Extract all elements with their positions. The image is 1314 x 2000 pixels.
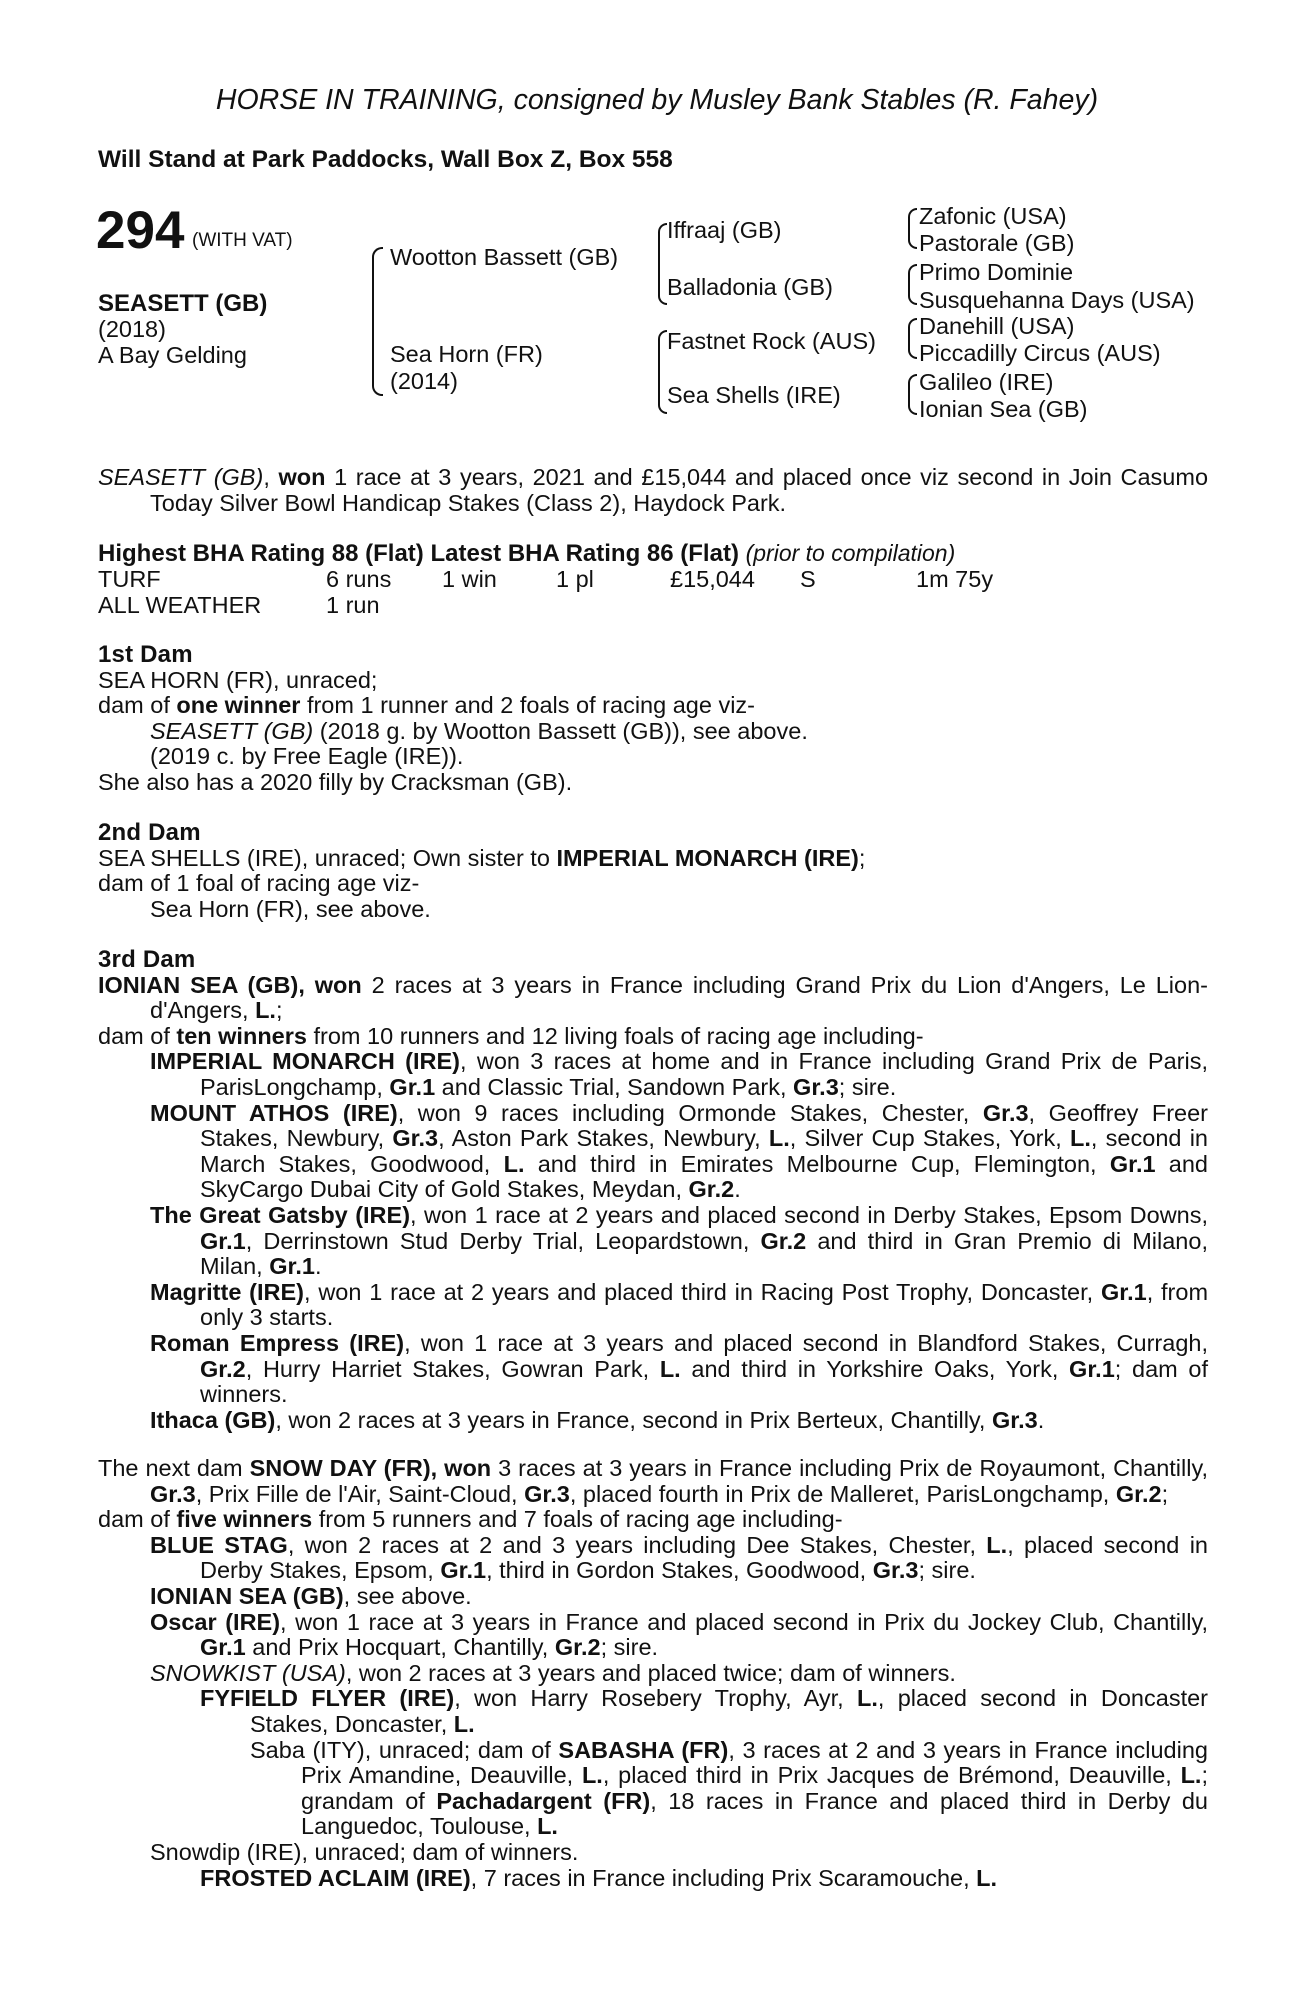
pedigree-brace-main	[372, 247, 383, 396]
second-dam-foal1: Sea Horn (FR), see above.	[150, 895, 431, 922]
pedigree-dam-dam: Sea Shells (IRE)	[667, 382, 841, 408]
second-dam-heading: 2nd Dam	[98, 819, 201, 846]
horse-name: SEASETT (GB)	[98, 290, 268, 317]
pedigree-dam: Sea Horn (FR)	[390, 341, 543, 367]
pedigree-brace-g4	[908, 374, 917, 415]
turf-label: TURF	[98, 566, 161, 592]
first-dam-heading: 1st Dam	[98, 641, 193, 668]
magritte-record: Magritte (IRE), won 1 race at 2 years and placed third in Racing Post Trophy, Doncaster, Gr.1, from only 3 starts.	[150, 1278, 1209, 1331]
pedigree-brace-sire	[658, 223, 667, 305]
third-dam-section	[98, 947, 1208, 1433]
pedigree-dam-year: (2014)	[390, 368, 458, 394]
pedigree-sire: Wootton Bassett (GB)	[390, 244, 619, 270]
horse-description: A Bay Gelding	[98, 342, 247, 368]
summary-section	[98, 465, 1208, 516]
oscar-record: Oscar (IRE), won 1 race at 3 years in France and placed second in Prix du Jockey Club, Chantilly, Gr.1 and Prix Hocquart, Chantilly, Gr.2; sire.	[150, 1608, 1208, 1661]
turf-placed: 1 pl	[556, 566, 594, 592]
third-dam-heading: 3rd Dam	[98, 946, 196, 973]
first-dam-foal2: (2019 c. by Free Eagle (IRE)).	[150, 743, 464, 770]
first-dam-line1: SEA HORN (FR), unraced;	[98, 666, 378, 693]
turf-wins: 1 win	[442, 566, 497, 592]
frosted-aclaim-record: FROSTED ACLAIM (IRE), 7 races in France including Prix Scaramouche, L.	[200, 1864, 998, 1891]
pedigree-sire-dam: Balladonia (GB)	[667, 274, 833, 300]
second-dam-line2: dam of 1 foal of racing age viz-	[98, 870, 420, 897]
ionian-sea-crossref: IONIAN SEA (GB), see above.	[150, 1582, 472, 1609]
next-dam-intro: dam of five winners from 5 runners and 7 foals of racing age including-	[98, 1506, 843, 1533]
pedigree-g3: Primo Dominie	[919, 259, 1074, 285]
ithaca-record: Ithaca (GB), won 2 races at 3 years in France, second in Prix Berteux, Chantilly, Gr.3.	[150, 1406, 1045, 1433]
race-summary: SEASETT (GB), won 1 race at 3 years, 2021 and £15,044 and placed once viz second in Join Casumo Today Silver Bowl Handicap Stakes (Class 2), Haydock Park.	[98, 464, 1209, 516]
imperial-monarch-record: IMPERIAL MONARCH (IRE), won 3 races at home and in France including Grand Prix de Paris, ParisLongchamp, Gr.1 and Classic Trial, Sandown Park, Gr.3; sire.	[150, 1048, 1208, 1100]
aw-runs: 1 run	[326, 592, 380, 618]
pedigree-g2: Pastorale (GB)	[919, 230, 1075, 256]
next-dam-section	[98, 1456, 1208, 1891]
horse-year: (2018)	[98, 316, 166, 342]
turf-distance: 1m 75y	[916, 566, 994, 592]
pedigree-sire-sire: Iffraaj (GB)	[667, 217, 782, 243]
aw-stats	[0, 592, 1314, 618]
snowkist-record: SNOWKIST (USA), won 2 races at 3 years and placed twice; dam of winners.	[150, 1659, 956, 1686]
pedigree-brace-g3	[908, 318, 917, 359]
pedigree-g1: Zafonic (USA)	[919, 203, 1067, 229]
first-dam-line5: She also has a 2020 filly by Cracksman (GB).	[98, 768, 573, 795]
second-dam-line1: SEA SHELLS (IRE), unraced; Own sister to IMPERIAL MONARCH (IRE);	[98, 844, 866, 871]
snowdip-record: Snowdip (IRE), unraced; dam of winners.	[150, 1838, 579, 1865]
turf-going: S	[800, 566, 816, 592]
pedigree-g7: Galileo (IRE)	[919, 369, 1054, 395]
second-dam-section	[98, 820, 1208, 922]
rating-heading: Highest BHA Rating 88 (Flat) Latest BHA Rating 86 (Flat)	[98, 540, 739, 567]
first-dam-line2: dam of one winner from 1 runner and 2 foals of racing age viz-	[98, 692, 755, 719]
blue-stag-record: BLUE STAG, won 2 races at 2 and 3 years including Dee Stakes, Chester, L., placed second in Derby Stakes, Epsom, Gr.1, third in Gordon Stakes, Goodwood, Gr.3; sire.	[150, 1531, 1208, 1584]
vat-note: (WITH VAT)	[192, 230, 293, 251]
pedigree-dam-sire: Fastnet Rock (AUS)	[667, 328, 876, 354]
aw-label: ALL WEATHER	[98, 592, 262, 618]
roman-empress-record: Roman Empress (IRE), won 1 race at 3 years and placed second in Blandford Stakes, Curragh, Gr.2, Hurry Harriet Stakes, Gowran Park, L. and third in Yorkshire Oaks, York, Gr.1; dam of winners.	[150, 1329, 1208, 1408]
pedigree-g5: Danehill (USA)	[919, 313, 1075, 339]
lot-number: 294	[96, 201, 185, 260]
pedigree-g6: Piccadilly Circus (AUS)	[919, 340, 1161, 366]
first-dam-section	[98, 642, 1208, 796]
first-dam-foal1: SEASETT (GB) (2018 g. by Wootton Bassett (GB)), see above.	[150, 717, 808, 744]
ionian-sea-record: IONIAN SEA (GB), won 2 races at 3 years in France including Grand Prix du Lion d'Angers, Le Lion-d'Angers, L.;	[98, 971, 1208, 1024]
rating-note: (prior to compilation)	[745, 540, 956, 566]
page-title: HORSE IN TRAINING, consigned by Musley Bank Stables (R. Fahey)	[215, 84, 1099, 116]
turf-stats	[0, 566, 1314, 592]
pedigree-brace-dam	[658, 330, 667, 414]
pedigree-brace-g1	[908, 208, 917, 249]
pedigree-table	[0, 0, 1314, 440]
great-gatsby-record: The Great Gatsby (IRE), won 1 race at 2 years and placed second in Derby Stakes, Epsom Downs, Gr.1, Derrinstown Stud Derby Trial, Leopardstown, Gr.2 and third in Gran Premio di Milano, Milan, Gr.1.	[150, 1201, 1209, 1280]
snow-day-record: The next dam SNOW DAY (FR), won 3 races at 3 years in France including Prix de Royaumont, Chantilly, Gr.3, Prix Fille de l'Air, Saint-Cloud, Gr.3, placed fourth in Prix de Malleret, ParisLongchamp, Gr.2;	[98, 1455, 1208, 1507]
saba-record: Saba (ITY), unraced; dam of SABASHA (FR), 3 races at 2 and 3 years in France including Prix Amandine, Deauville, L., placed third in Prix Jacques de Brémond, Deauville, L.; grandam of Pachadargent (FR), 18 races in France and placed third in Derby du Languedoc, Toulouse, L.	[250, 1736, 1209, 1840]
third-dam-intro: dam of ten winners from 10 runners and 12 living foals of racing age including-	[98, 1022, 924, 1049]
pedigree-g4: Susquehanna Days (USA)	[919, 287, 1195, 313]
rating-line	[98, 540, 955, 568]
fyfield-flyer-record: FYFIELD FLYER (IRE), won Harry Rosebery Trophy, Ayr, L., placed second in Doncaster Stakes, Doncaster, L.	[200, 1685, 1208, 1737]
mount-athos-record: MOUNT ATHOS (IRE), won 9 races including Ormonde Stakes, Chester, Gr.3, Geoffrey Freer Stakes, Newbury, Gr.3, Aston Park Stakes, Newbury, L., Silver Cup Stakes, York, L., second in March Stakes, Goodwood, L. and third in Emirates Melbourne Cup, Flemington, Gr.1 and SkyCargo Dubai City of Gold Stakes, Meydan, Gr.2.	[150, 1099, 1208, 1203]
pedigree-g8: Ionian Sea (GB)	[919, 396, 1088, 422]
pedigree-brace-g2	[908, 264, 917, 305]
turf-prize: £15,044	[670, 566, 755, 592]
turf-runs: 6 runs	[326, 566, 392, 592]
stand-info: Will Stand at Park Paddocks, Wall Box Z, Box 558	[98, 146, 673, 173]
